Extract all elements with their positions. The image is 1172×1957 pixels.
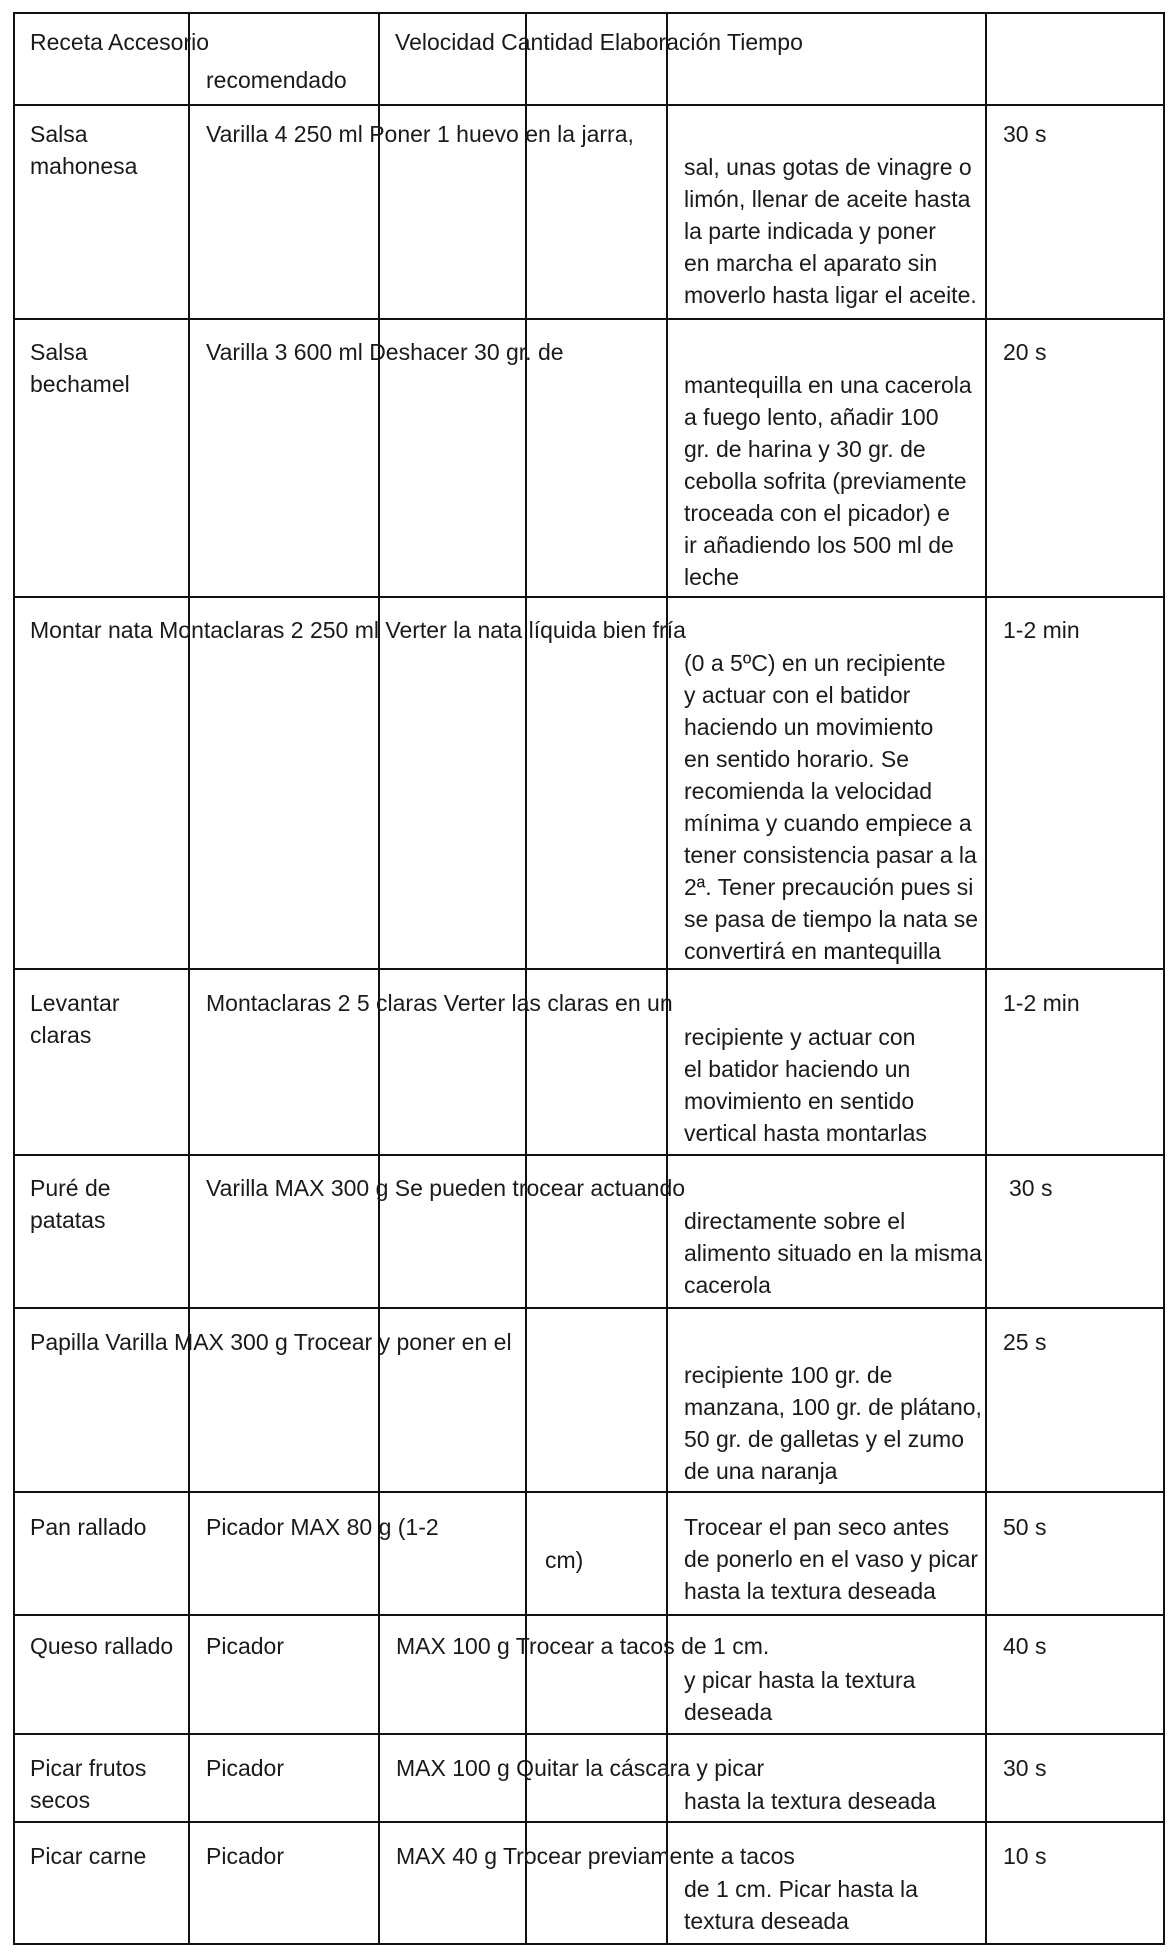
row-recipe-name: Puré de patatas bbox=[30, 1175, 111, 1233]
row-recipe-name: Salsa bechamel bbox=[30, 339, 130, 397]
table-rule bbox=[1163, 12, 1165, 1945]
table-rule bbox=[13, 968, 1165, 970]
row-time: 25 s bbox=[1003, 1329, 1047, 1355]
row-accessory: Picador bbox=[206, 1843, 284, 1869]
row-accessory: Picador bbox=[206, 1633, 284, 1659]
row-accessory: Picador bbox=[206, 1755, 284, 1781]
row-time: 1-2 min bbox=[1003, 990, 1080, 1016]
header-columns: Velocidad Cantidad Elaboración Tiempo bbox=[395, 29, 803, 55]
row-time: 50 s bbox=[1003, 1514, 1047, 1540]
row-lead-text: MAX 100 g Quitar la cáscara y picar bbox=[396, 1755, 765, 1781]
header-receta-accesorio: Receta Accesorio bbox=[30, 29, 209, 55]
row-elaboration: Trocear el pan seco antes de ponerlo en el vaso y picar hasta la textura deseada bbox=[684, 1514, 979, 1604]
row-time: 30 s bbox=[1003, 1755, 1047, 1781]
row-elaboration: de 1 cm. Picar hasta la textura deseada bbox=[684, 1876, 918, 1934]
row-time: 30 s bbox=[1009, 1175, 1053, 1201]
table-rule bbox=[13, 1154, 1165, 1156]
table-rule bbox=[13, 12, 15, 1945]
row-time: 30 s bbox=[1003, 121, 1047, 147]
row-elaboration: sal, unas gotas de vinagre o limón, llenar de aceite hasta la parte indicada y poner en marcha el aparato sin moverlo hasta ligar el aceite. bbox=[684, 154, 977, 308]
row-time: 20 s bbox=[1003, 339, 1047, 365]
row-elaboration: hasta la textura deseada bbox=[684, 1788, 936, 1814]
row-lead-text: Papilla Varilla MAX 300 g Trocear y poner en el bbox=[30, 1329, 512, 1355]
header-recomendado: recomendado bbox=[206, 67, 347, 93]
table-rule bbox=[13, 104, 1165, 106]
row-lead-extra: cm) bbox=[545, 1547, 584, 1573]
row-elaboration: y picar hasta la textura deseada bbox=[684, 1667, 916, 1725]
row-recipe-name: Picar frutos secos bbox=[30, 1755, 147, 1813]
table-rule bbox=[13, 12, 1165, 14]
table-rule bbox=[13, 1733, 1165, 1735]
row-lead-text: Varilla 4 250 ml Poner 1 huevo en la jarra, bbox=[206, 121, 634, 147]
row-lead-text: Picador MAX 80 g (1-2 bbox=[206, 1514, 439, 1540]
row-elaboration: (0 a 5ºC) en un recipiente y actuar con el batidor haciendo un movimiento en sentido horario. Se recomienda la velocidad mínima y cuando empiece a tener consistencia pasar a la 2ª. Tener precaución pues si se pasa de tiempo la nata se convertirá en mantequilla bbox=[684, 650, 979, 964]
row-lead-text: MAX 100 g Trocear a tacos de 1 cm. bbox=[396, 1633, 770, 1659]
row-lead-text: Varilla 3 600 ml Deshacer 30 gr. de bbox=[206, 339, 564, 365]
row-elaboration: recipiente 100 gr. de manzana, 100 gr. de plátano, 50 gr. de galletas y el zumo de una naranja bbox=[684, 1362, 982, 1484]
table-rule bbox=[13, 1491, 1165, 1493]
row-time: 10 s bbox=[1003, 1843, 1047, 1869]
table-rule bbox=[13, 1614, 1165, 1616]
row-lead-text: Montaclaras 2 5 claras Verter las claras en un bbox=[206, 990, 673, 1016]
row-lead-text: Varilla MAX 300 g Se pueden trocear actuando bbox=[206, 1175, 686, 1201]
table-rule bbox=[985, 12, 987, 1945]
table-rule bbox=[378, 12, 380, 1945]
table-rule bbox=[13, 596, 1165, 598]
row-time: 1-2 min bbox=[1003, 617, 1080, 643]
row-elaboration: recipiente y actuar con el batidor haciendo un movimiento en sentido vertical hasta montarlas bbox=[684, 1024, 927, 1146]
row-recipe-name: Levantar claras bbox=[30, 990, 120, 1048]
row-elaboration: directamente sobre el alimento situado en la misma cacerola bbox=[684, 1208, 982, 1298]
table-rule bbox=[13, 1307, 1165, 1309]
row-elaboration: mantequilla en una cacerola a fuego lento, añadir 100 gr. de harina y 30 gr. de cebolla sofrita (previamente troceada con el picador) e ir añadiendo los 500 ml de leche bbox=[684, 372, 972, 590]
table-rule bbox=[13, 1821, 1165, 1823]
table-rule bbox=[13, 1943, 1165, 1945]
row-lead-text: MAX 40 g Trocear previamente a tacos bbox=[396, 1843, 795, 1869]
row-recipe-name: Pan rallado bbox=[30, 1514, 147, 1540]
row-lead-text: Montar nata Montaclaras 2 250 ml Verter la nata líquida bien fría bbox=[30, 617, 686, 643]
row-recipe-name: Picar carne bbox=[30, 1843, 147, 1869]
row-time: 40 s bbox=[1003, 1633, 1047, 1659]
row-recipe-name: Salsa mahonesa bbox=[30, 121, 138, 179]
table-rule bbox=[13, 318, 1165, 320]
row-recipe-name: Queso rallado bbox=[30, 1633, 174, 1659]
